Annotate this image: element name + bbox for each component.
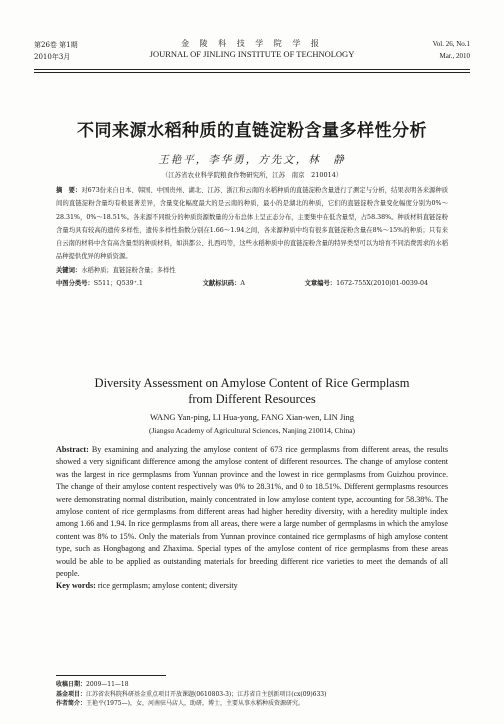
fund-info — [56, 690, 456, 700]
footnotes — [56, 680, 456, 709]
keywords-en-label: Key words: — [56, 581, 96, 591]
volume-en: Vol. 26, No.1 — [432, 40, 470, 48]
classification-row — [56, 277, 448, 290]
doc-code-label: 文献标识码： — [202, 280, 241, 288]
authors-en: WANG Yan-ping, LI Hua-yong, FANG Xian-wen, LIN Jing — [149, 412, 355, 422]
authors-cn: 王艳平，李华勇，方先文，林 静 — [158, 154, 346, 166]
keywords-en — [56, 580, 448, 592]
footnote-rule — [56, 675, 166, 676]
received-label: 收稿日期： — [56, 681, 87, 688]
received-value: 2009—11—18 — [86, 681, 129, 688]
abstract-en-block — [56, 444, 448, 593]
paper-title-en — [0, 375, 504, 407]
doc-code — [203, 277, 245, 290]
paper-title-en-line1: Diversity Assessment on Amylose Content of Rice Germplasm — [94, 376, 410, 390]
abstract-en-label: Abstract: — [56, 445, 89, 454]
article-number-value: 1672-755X(2010)01-0039-04 — [336, 280, 428, 288]
abstract-en-text: By examining and analyzing the amylose content of 673 rice germplasms from different areas, the results showed a very significant difference among the amylose content of different resources. The change of amylose content was the largest in rice germplasms from Yunnan province and the lowest in rice germplasms from Guizhou province. The change of their amylose content respectively was 0% to 28.31%, and 0 to 18.51%. Different germplasms resources were demonstrating normal distribution, mainly concentrated in low amylose content type, accounting for 58.38%. The amylose content of rice germplasms from different areas had higher heredity diversity, with a heredity multiple index among 1.66 and 1.94. In rice germplasms from all areas, there were a large number of germplasms in which the amylose content was 8% to 15%. Only the materials from Yunnan province contained rice germplasms of high amylose content type, such as Hongbagong and Zhaxima. Special types of the amylose content of rice germplasms from these areas would be able to be applied as outstanding materials for breeding different rice varieties to meet the demands of all people. — [56, 445, 448, 579]
date-en: Mar., 2010 — [439, 52, 470, 60]
keywords-cn-label: 关键词： — [56, 266, 82, 274]
keywords-cn-text: 水稻种质；直链淀粉含量；多样性 — [81, 266, 176, 274]
doc-code-value: A — [240, 280, 245, 288]
author-bio — [56, 699, 456, 709]
header-rule-thin — [34, 72, 470, 73]
issue-cn: 第26卷 第1期 — [34, 41, 78, 49]
author-bio-label: 作者简介： — [56, 700, 87, 707]
header-rule-thick — [34, 69, 470, 70]
affiliation-en: (Jiangsu Academy of Agricultural Sciences, Nanjing 210014, China) — [149, 426, 355, 435]
clc-label: 中图分类号： — [56, 280, 94, 288]
received-date — [56, 680, 456, 690]
journal-name-cn: 金 陵 科 技 学 院 学 报 — [181, 39, 323, 48]
article-number — [305, 277, 428, 290]
keywords-en-text: rice germplasm; amylose content; diversity — [97, 581, 238, 591]
journal-name-en: JOURNAL OF JINLING INSTITUTE OF TECHNOLOGY — [149, 49, 355, 59]
paper-title-en-line2: from Different Resources — [188, 392, 316, 406]
abstract-cn — [56, 184, 448, 264]
author-bio-value: 王艳平(1975—)，女，河南驻马店人，助研，博士，主要从事水稻种质资源研究。 — [86, 700, 304, 707]
abstract-cn-block — [56, 184, 448, 290]
abstract-cn-label: 摘 要： — [56, 187, 82, 194]
article-number-label: 文章编号： — [304, 280, 337, 288]
clc-value: S511；Q539⁺.1 — [93, 280, 143, 288]
clc-number — [56, 277, 143, 290]
fund-label: 基金项目： — [56, 690, 87, 698]
affiliation-cn: （江苏省农业科学院粮食作物研究所，江苏 南京 210014） — [161, 171, 343, 179]
paper-title-cn: 不同来源水稻种质的直链淀粉含量多样性分析 — [77, 121, 427, 141]
abstract-cn-text: 对673份来自日本、韩国、中国贵州、湖北、江苏、浙江和云南的水稻种质的直链淀粉含量进行了测定与分析，结果表明各来源种质间的直链淀粉含量均有极显著差异，含量变化幅度最大的是云南的种质，最小的是湖北的种质，它们的直链淀粉含量变化幅度分别为0%～28.31%，0%～18.51%。各来源不同级分的种质资源数量的分布总体上呈正态分布，主要集中在低含量型，占58.38%。种质材料直链淀粉含量均具有较高的遗传多样性，遗传多样性指数分别在1.66～1.94之间，各来源种质中均有很多直链淀粉含量在8%～15%的种质；只有来自云南的材料中含有高含量型的种质材料，如洪都公、扎西玛等，这些水稻种质中的直链淀粉含量的特异类型可以为培育不同消费需求的水稻品种提供优异的种质资源。 — [56, 187, 449, 261]
date-cn: 2010年3月 — [34, 53, 71, 61]
fund-value: 江苏省农科院科研基金重点项目开放课题(0610803-3)；江苏省自主创新项目(cx(09)633) — [86, 690, 327, 698]
keywords-cn — [56, 264, 448, 277]
abstract-en — [56, 444, 448, 580]
